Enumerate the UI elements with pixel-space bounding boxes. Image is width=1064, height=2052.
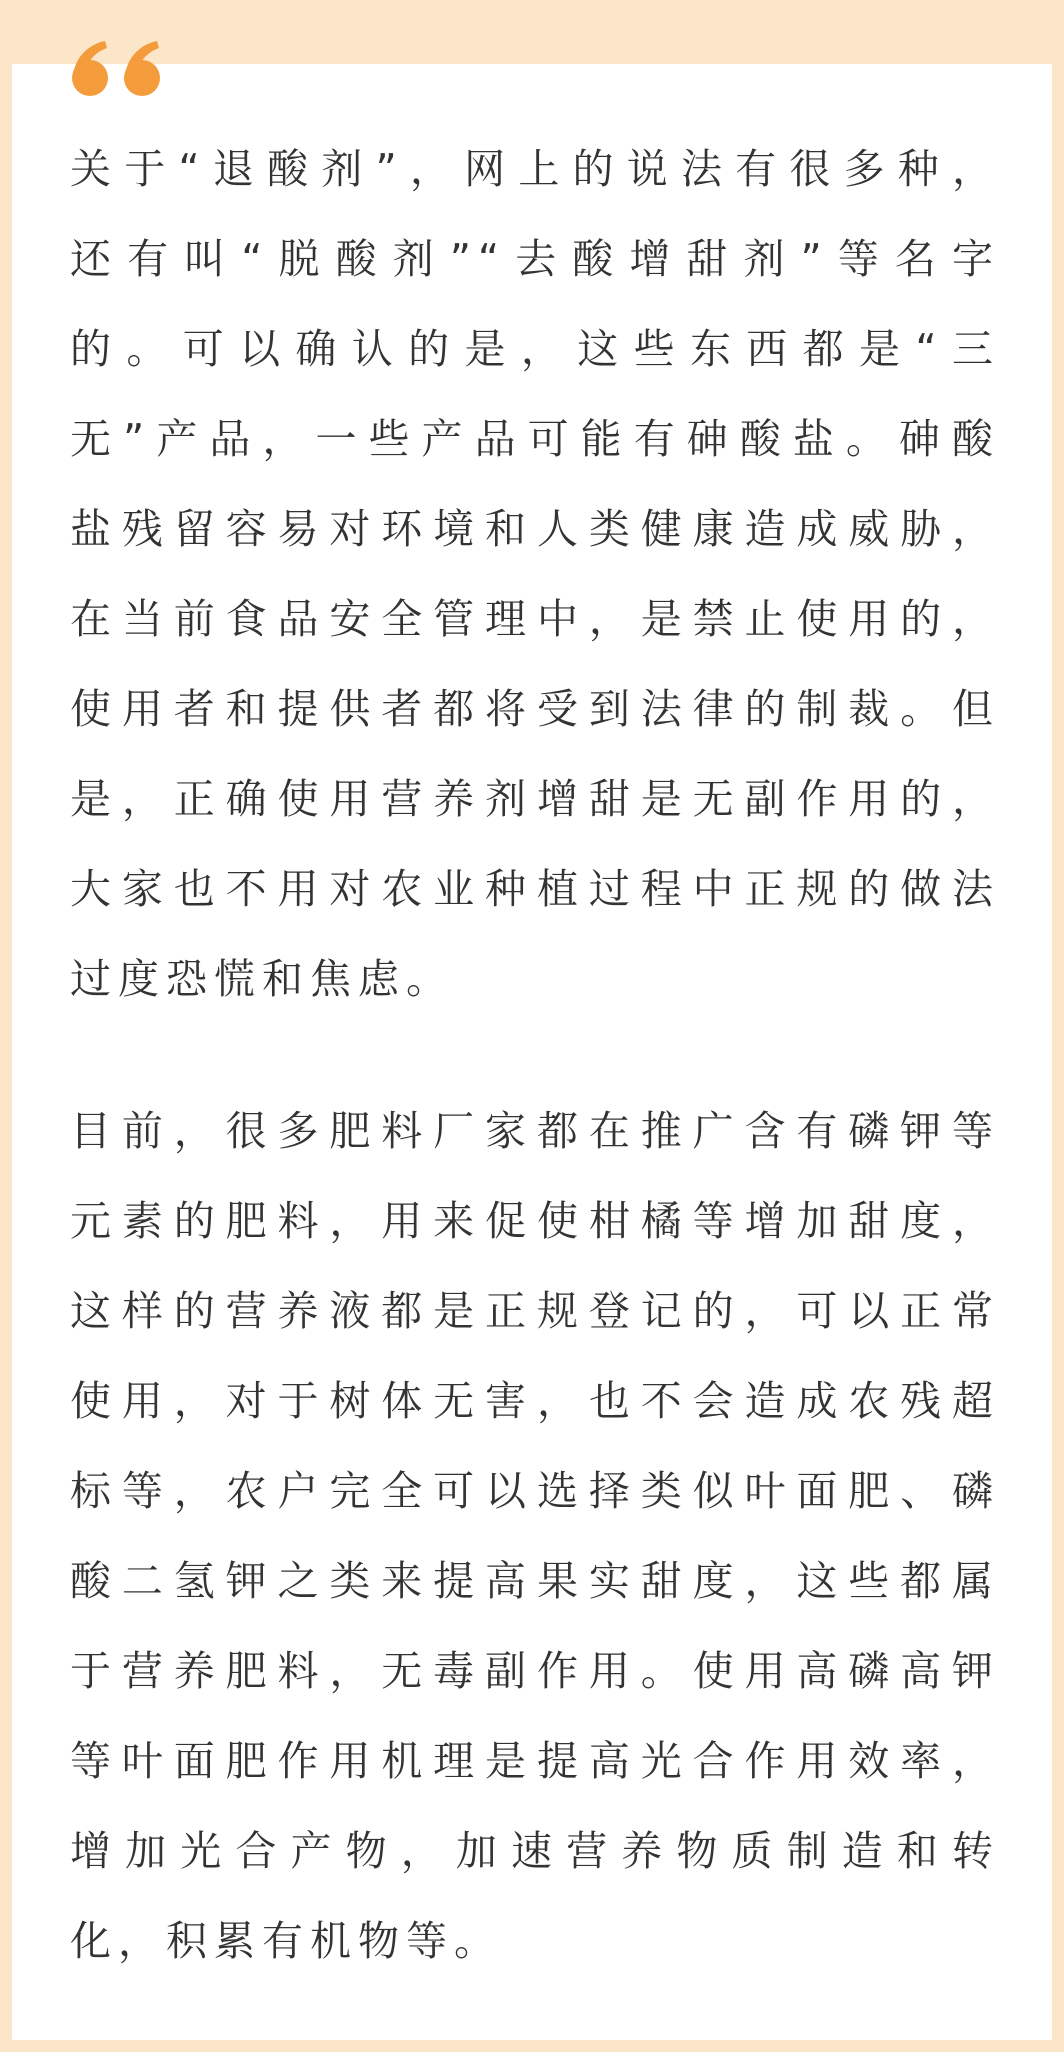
text-line: 等叶面肥作用机理是提高光合作用效率， xyxy=(70,1737,1000,1785)
text-line: 在当前食品安全管理中，是禁止使用的， xyxy=(70,595,1000,643)
article-body xyxy=(70,124,1000,1986)
text-line: 使用者和提供者都将受到法律的制裁。但 xyxy=(70,685,1000,733)
text-line: 盐残留容易对环境和人类健康造成威胁， xyxy=(70,505,1000,553)
quote-mark-icon xyxy=(70,38,170,100)
text-line: 的。可以确认的是，这些东西都是“三 xyxy=(70,325,1000,373)
text-line: 增加光合产物，加速营养物质制造和转 xyxy=(70,1827,1000,1875)
text-line: 酸二氢钾之类来提高果实甜度，这些都属 xyxy=(70,1557,1000,1605)
text-line: 关于“退酸剂”，网上的说法有很多种， xyxy=(70,145,1000,193)
text-line: 于营养肥料，无毒副作用。使用高磷高钾 xyxy=(70,1647,1000,1695)
text-line: 过度恐慌和焦虑。 xyxy=(70,955,454,1003)
paragraph-gap xyxy=(70,1024,1000,1086)
paragraph-1 xyxy=(70,124,1000,1024)
text-line: 无”产品，一些产品可能有砷酸盐。砷酸 xyxy=(70,415,1000,463)
text-line: 使用，对于树体无害，也不会造成农残超 xyxy=(70,1377,1000,1425)
text-line: 目前，很多肥料厂家都在推广含有磷钾等 xyxy=(70,1107,1000,1155)
paragraph-2 xyxy=(70,1086,1000,1986)
text-line: 这样的营养液都是正规登记的，可以正常 xyxy=(70,1287,1000,1335)
text-line: 大家也不用对农业种植过程中正规的做法 xyxy=(70,865,1000,913)
text-line: 化，积累有机物等。 xyxy=(70,1917,502,1965)
text-line: 元素的肥料，用来促使柑橘等增加甜度， xyxy=(70,1197,1000,1245)
text-line: 标等，农户完全可以选择类似叶面肥、磷 xyxy=(70,1467,1000,1515)
text-line: 是，正确使用营养剂增甜是无副作用的， xyxy=(70,775,1000,823)
text-line: 还有叫“脱酸剂”“去酸增甜剂”等名字 xyxy=(70,235,1000,283)
